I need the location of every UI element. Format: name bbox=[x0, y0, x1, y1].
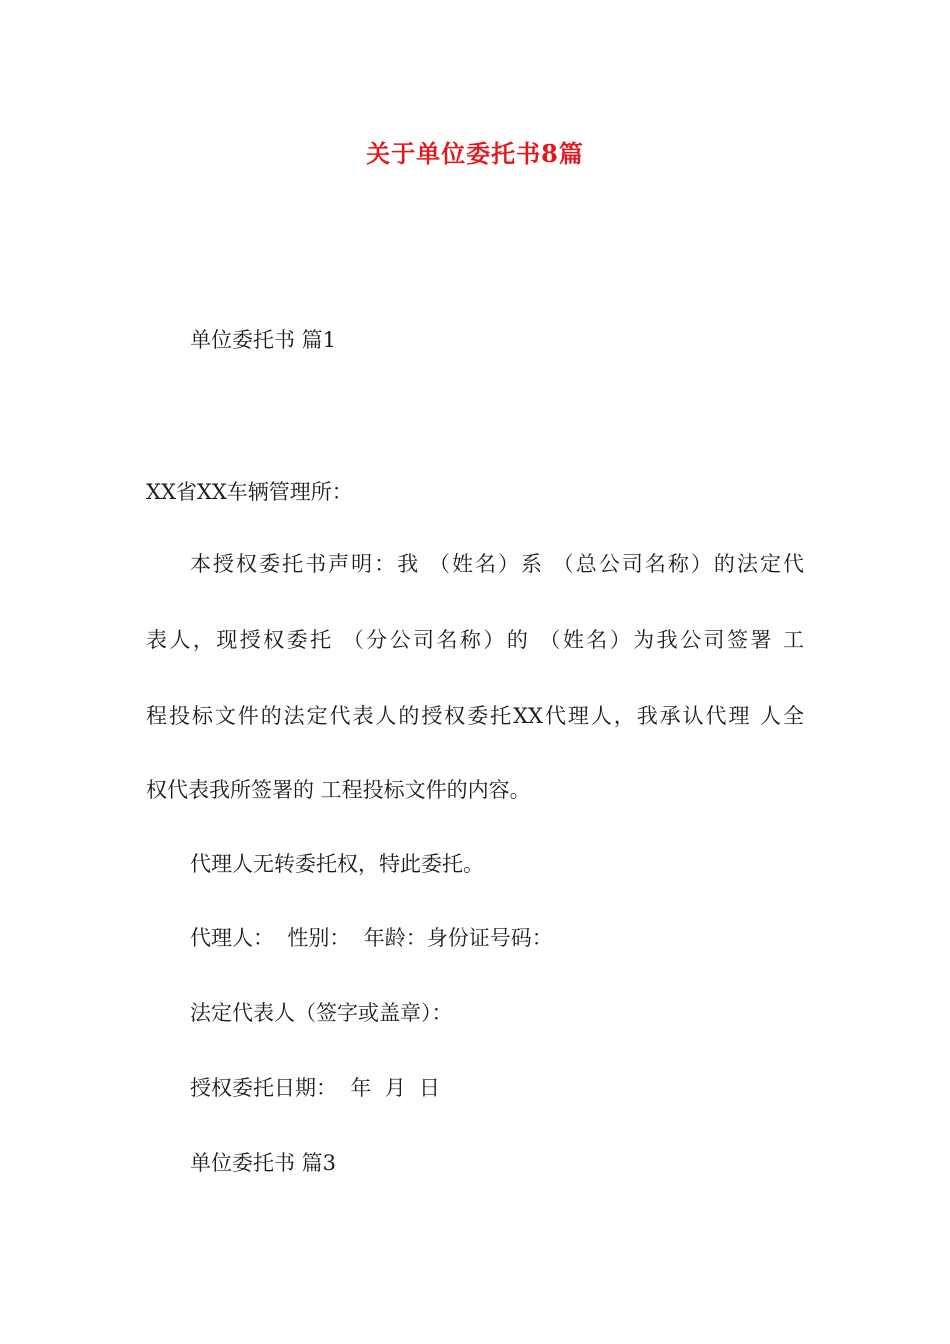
no-transfer-statement: 代理人无转委托权，特此委托。 bbox=[190, 852, 484, 876]
paragraph-line-1: 本授权委托书声明：我 （姓名）系 （总公司名称）的法定代 bbox=[190, 552, 804, 576]
legal-representative-signature: 法定代表人（签字或盖章）： bbox=[190, 1001, 453, 1025]
section-heading-1: 单位委托书 篇1 bbox=[190, 328, 337, 352]
document-title: 关于单位委托书8篇 bbox=[366, 139, 584, 168]
section-heading-3: 单位委托书 篇3 bbox=[190, 1151, 337, 1175]
addressee: XX省XX车辆管理所： bbox=[146, 480, 353, 504]
agent-info-line: 代理人： 性别： 年龄：身份证号码： bbox=[190, 926, 553, 950]
paragraph-line-2: 表人，现授权委托 （分公司名称）的 （姓名）为我公司签署 工 bbox=[146, 628, 804, 652]
paragraph-line-3: 程投标文件的法定代表人的授权委托XX代理人，我承认代理 人全 bbox=[146, 704, 804, 728]
authorization-date: 授权委托日期： 年 月 日 bbox=[190, 1076, 441, 1100]
paragraph-line-4: 权代表我所签署的 工程投标文件的内容。 bbox=[146, 778, 531, 802]
